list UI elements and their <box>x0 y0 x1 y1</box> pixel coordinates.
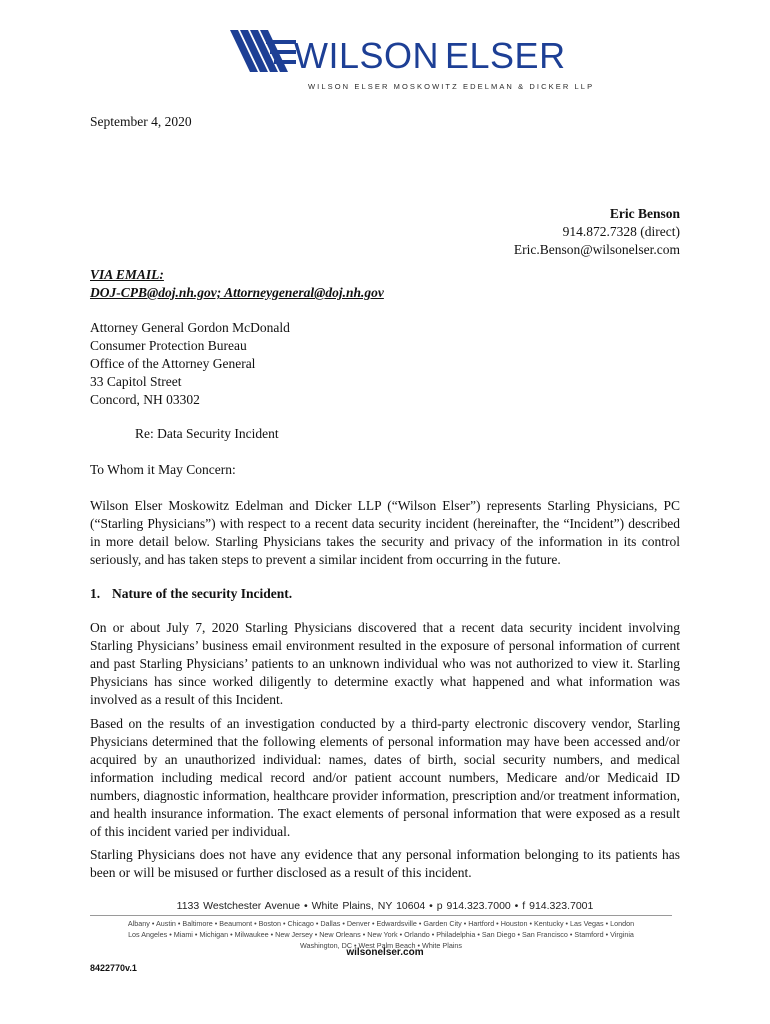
salutation: To Whom it May Concern: <box>90 462 236 477</box>
via-email-addresses: DOJ-CPB@doj.nh.gov; Attorneygeneral@doj.nh.gov <box>90 285 384 300</box>
letter-date: September 4, 2020 <box>90 114 192 129</box>
logo-subtitle: WILSON ELSER MOSKOWITZ EDELMAN & DICKER LLP <box>308 82 595 91</box>
wilson-elser-logo <box>228 24 595 91</box>
recipient-line: Office of the Attorney General <box>90 356 256 371</box>
subject-line: Re: Data Security Incident <box>135 426 279 441</box>
recipient-address <box>90 319 290 409</box>
via-email-block <box>90 266 384 302</box>
sender-phone: 914.872.7328 (direct) <box>562 224 680 239</box>
sender-block <box>514 205 680 259</box>
offices-line: Los Angeles • Miami • Michigan • Milwaukee • New Jersey • New Orleans • New York • Orlando • Philadelphia • San Diego • San Francisco • Stamford • Virginia <box>128 930 634 939</box>
section-heading <box>90 585 292 603</box>
recipient-line: 33 Capitol Street <box>90 374 182 389</box>
sender-email: Eric.Benson@wilsonelser.com <box>513 242 680 257</box>
section-title: Nature of the security Incident. <box>112 586 293 601</box>
via-email-label: VIA EMAIL: <box>90 267 164 282</box>
sender-name: Eric Benson <box>609 206 680 221</box>
paragraph-no-misuse: Starling Physicians does not have any evidence that any personal information belonging to its patients has been or will be misused or further disclosed as a result of this incident. <box>90 847 680 880</box>
recipient-line: Concord, NH 03302 <box>90 392 200 407</box>
offices-line: Washington, DC • West Palm Beach • White Plains <box>299 941 463 950</box>
recipient-line: Attorney General Gordon McDonald <box>90 320 290 335</box>
logo-wordmark <box>294 36 566 76</box>
offices-line: Albany • Austin • Baltimore • Beaumont • Boston • Chicago • Dallas • Denver • Edwardsville • Garden City • Hartford • Houston • Kentucky • Las Vegas • London <box>127 919 635 928</box>
wilson-elser-stripes-icon <box>228 26 298 76</box>
paragraph-discovery: On or about July 7, 2020 Starling Physicians discovered that a recent data security incident involving Starling Physicians’ business email environment resulted in the exposure of personal information of current and past Starling Physicians’ patients to an unknown individual who was not authorized to view it. Starling Physicians has since worked diligently to determine exactly what happened and what information was involved as a result of this Incident. <box>90 620 680 707</box>
footer-address: 1133 Westchester Avenue • White Plains, NY 10604 • p 914.323.7000 • f 914.323.7001 <box>176 900 594 912</box>
footer-website: wilsonelser.com <box>346 947 424 958</box>
logo-word-wilson: WILSON <box>294 35 440 76</box>
section-number: 1. <box>90 586 101 601</box>
paragraph-investigation: Based on the results of an investigation conducted by a third-party electronic discovery vendor, Starling Physicians determined that the following elements of personal information may have been accessed and/or acquired by an unauthorized individual: names, dates of birth, social security numbers, and medical information including medical record and/or patient account numbers, Medicare and/or Medicaid ID numbers, diagnostic information, healthcare provider information, prescription and/or treatment information, and health insurance information. The exact elements of personal information that were exposed as a result of this incident varied per individual. <box>90 716 680 839</box>
footer-divider <box>90 915 672 916</box>
logo-word-elser: ELSER <box>445 35 566 76</box>
recipient-line: Consumer Protection Bureau <box>90 338 247 353</box>
document-id: 8422770v.1 <box>90 963 137 973</box>
paragraph-intro: Wilson Elser Moskowitz Edelman and Dicker LLP (“Wilson Elser”) represents Starling Physicians, PC (“Starling Physicians”) with respect to a recent data security incident (hereinafter, the “Incident”) described in more detail below. Starling Physicians takes the security and privacy of the information in its control seriously, and has taken steps to prevent a similar incident from occurring in the future. <box>90 498 680 567</box>
